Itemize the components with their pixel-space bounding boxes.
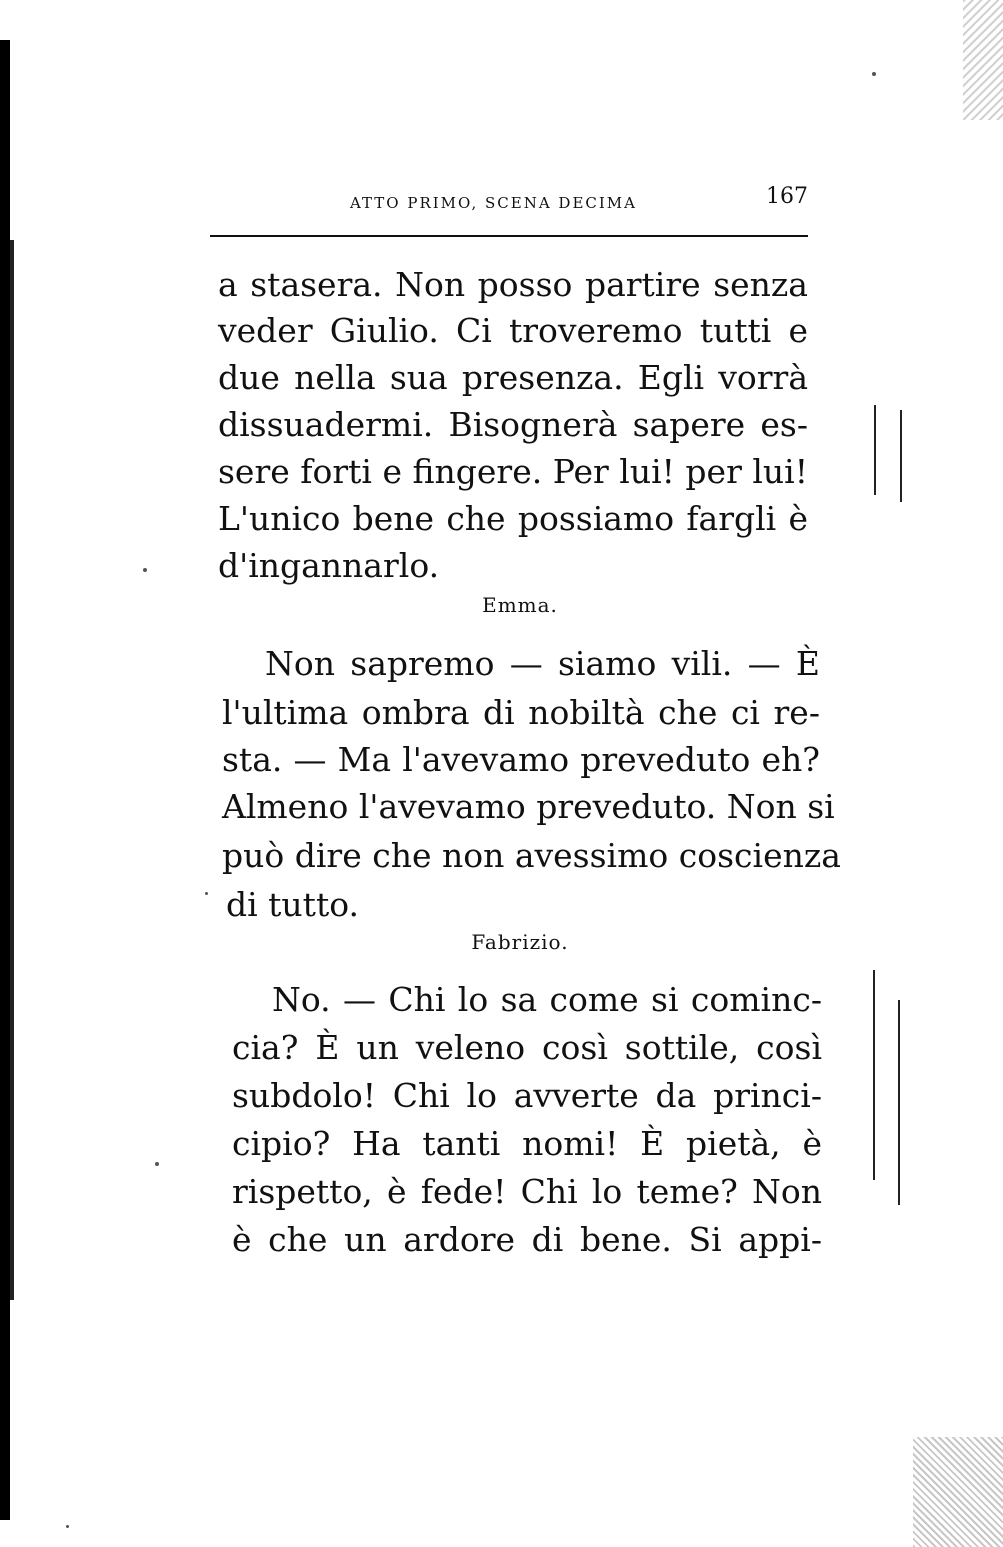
speaker-name: Emma. [482,593,558,617]
text-line: No. — Chi lo sa come si cominc- [272,980,822,1019]
text-line: due nella sua presenza. Egli vorrà [218,358,808,397]
text-line: sta. — Ma l'avevamo preveduto eh? [222,740,820,779]
text-line: subdolo! Chi lo avverte da princi- [232,1076,822,1115]
text-line: L'unico bene che possiamo fargli è [218,499,808,538]
text-line: a stasera. Non posso partire senza [218,265,808,304]
text-line: Almeno l'avevamo preveduto. Non si [222,787,835,826]
page-number: 167 [766,184,808,209]
scan-speck [205,892,208,895]
speaker-name: Fabrizio. [471,930,569,954]
header-rule [210,235,808,237]
text-line: sere forti e fingere. Per lui! per lui! [218,452,808,491]
margin-mark [900,410,902,502]
scan-speck [872,72,876,76]
text-line: cia? È un veleno così sottile, così [232,1028,822,1067]
running-head: ATTO PRIMO, SCENA DECIMA [350,194,637,212]
text-line: è che un ardore di bene. Si appi- [232,1220,822,1259]
scan-speck [66,1525,69,1528]
text-line: rispetto, è fede! Chi lo teme? Non [232,1172,822,1211]
scan-noise-bottom-right [913,1437,1003,1547]
text-line: cipio? Ha tanti nomi! È pietà, è [232,1124,822,1163]
text-line: può dire che non avessimo coscienza [222,836,841,875]
text-line: veder Giulio. Ci troveremo tutti e [218,311,808,350]
scan-left-edge-shadow [10,240,14,1300]
scan-speck [155,1162,159,1166]
page-header [210,180,808,220]
scan-speck [143,568,147,572]
text-line: Non sapremo — siamo vili. — È [265,644,820,683]
text-line: dissuadermi. Bisognerà sapere es- [218,405,808,444]
margin-mark [874,405,876,495]
margin-mark [898,1000,900,1205]
scan-left-edge [0,40,10,1520]
text-line: di tutto. [226,885,359,924]
scan-noise-top-right [963,0,1003,120]
text-line: d'ingannarlo. [218,546,440,585]
text-line: l'ultima ombra di nobiltà che ci re- [222,693,820,732]
margin-mark [873,970,875,1180]
